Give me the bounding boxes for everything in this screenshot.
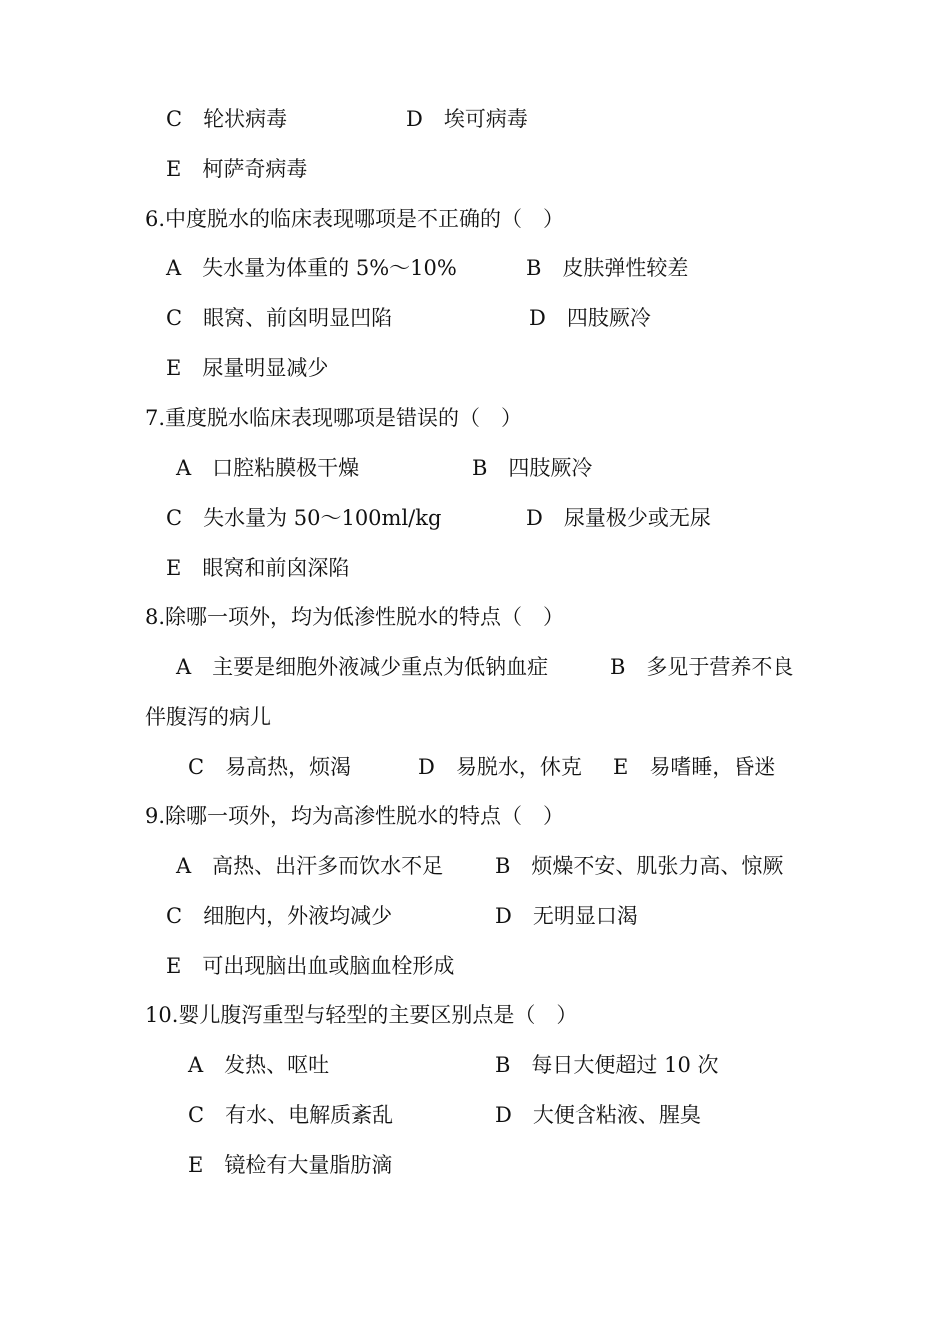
q8-option-d: D 易脱水，休克 — [418, 755, 582, 779]
q7-option-c: C 失水量为 50～100ml/kg — [166, 506, 442, 530]
q6-option-c: C 眼窝、前囟明显凹陷 — [166, 306, 393, 330]
q6-stem: 6.中度脱水的临床表现哪项是不正确的（ ） — [145, 207, 565, 231]
q6-option-d: D 四肢厥冷 — [529, 306, 651, 330]
q7-option-a: A 口腔粘膜极干燥 — [176, 456, 360, 480]
q9-option-b: B 烦燥不安、肌张力高、惊厥 — [495, 854, 784, 878]
q7-option-e: E 眼窝和前囟深陷 — [166, 556, 350, 580]
q8-option-b: B 多见于营养不良 — [610, 655, 794, 679]
q10-stem: 10.婴儿腹泻重型与轻型的主要区别点是（ ） — [145, 1003, 578, 1027]
q9-option-c: C 细胞内，外液均减少 — [166, 904, 393, 928]
q10-option-a: A 发热、呕吐 — [188, 1053, 330, 1077]
q9-stem: 9.除哪一项外，均为高渗性脱水的特点（ ） — [145, 804, 565, 828]
q5-option-e: E 柯萨奇病毒 — [166, 157, 308, 181]
q10-option-d: D 大便含粘液、腥臭 — [495, 1103, 701, 1127]
q7-option-b: B 四肢厥冷 — [472, 456, 593, 480]
q8-option-a: A 主要是细胞外液减少重点为低钠血症 — [176, 655, 549, 679]
q9-option-e: E 可出现脑出血或脑血栓形成 — [166, 954, 455, 978]
q6-option-e: E 尿量明显减少 — [166, 356, 329, 380]
q5-option-c: C 轮状病毒 — [166, 107, 288, 131]
q8-option-c: C 易高热，烦渴 — [188, 755, 352, 779]
q8-stem: 8.除哪一项外，均为低渗性脱水的特点（ ） — [145, 605, 565, 629]
q6-option-a: A 失水量为体重的 5%～10% — [166, 256, 457, 280]
q9-option-d: D 无明显口渴 — [495, 904, 638, 928]
q10-option-b: B 每日大便超过 10 次 — [495, 1053, 719, 1077]
q5-option-d: D 埃可病毒 — [406, 107, 528, 131]
q10-option-c: C 有水、电解质紊乱 — [188, 1103, 394, 1127]
q8-option-b-continued: 伴腹泻的病儿 — [145, 705, 271, 729]
q7-stem: 7.重度脱水临床表现哪项是错误的（ ） — [145, 406, 523, 430]
q9-option-a: A 高热、出汗多而饮水不足 — [176, 854, 444, 878]
q6-option-b: B 皮肤弹性较差 — [526, 256, 689, 280]
q8-option-e: E 易嗜睡，昏迷 — [613, 755, 776, 779]
q7-option-d: D 尿量极少或无尿 — [526, 506, 711, 530]
q10-option-e: E 镜检有大量脂肪滴 — [188, 1153, 393, 1177]
